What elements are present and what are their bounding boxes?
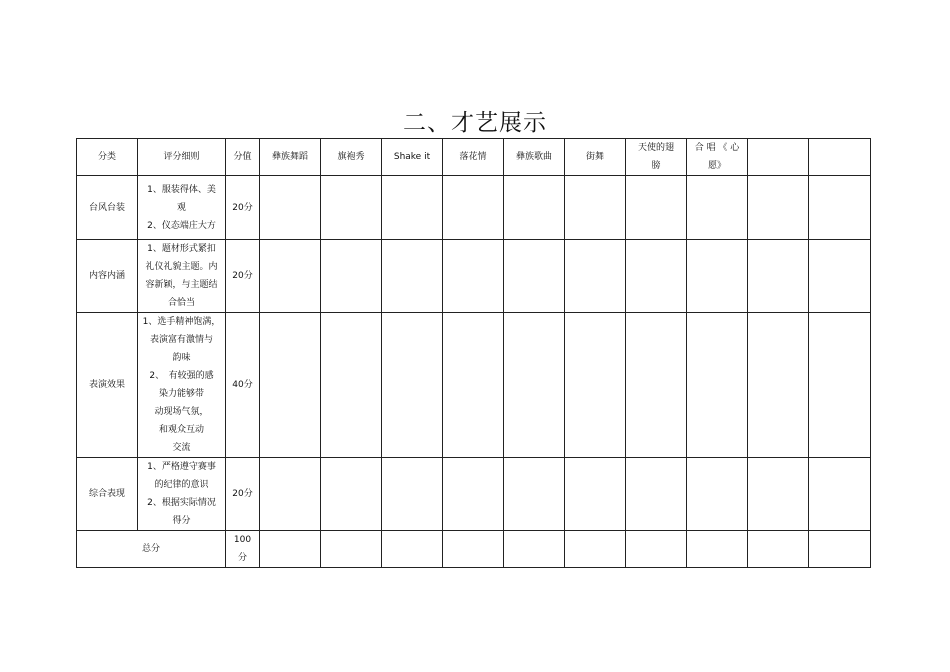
score-cell[interactable] [321,531,382,568]
total-row [77,531,871,568]
criteria-line: 观 [176,202,186,213]
header-score: 分值 [226,139,260,176]
score-cell[interactable] [626,313,687,458]
criteria-line: 得分 [172,516,191,526]
header-program-5: 彝族歌曲 [504,139,565,176]
score-cell[interactable] [687,531,748,568]
header-program-8-line: 愿》 [707,161,726,171]
score-cell[interactable] [321,458,382,531]
header-program-2: 旗袍秀 [321,139,382,176]
criteria-line: 2、仪态端庄大方 [147,220,216,231]
score-cell[interactable] [626,240,687,313]
criteria-line: 1、选手精神饱满， [142,317,221,327]
criteria-line: 1、服装得体、美 [147,184,216,195]
criteria-line: 容新颖，与主题结 [145,280,218,290]
row-category: 表演效果 [77,313,138,458]
criteria-line: 表演富有激情与 [149,335,213,345]
criteria-line: 和观众互动 [158,425,204,435]
row-score: 20分 [226,458,260,531]
score-cell[interactable] [809,458,871,531]
criteria-line: 的纪律的意识 [154,480,209,490]
row-category: 内容内涵 [77,240,138,313]
score-cell[interactable] [504,313,565,458]
row-criteria [138,458,226,531]
score-cell[interactable] [687,176,748,240]
score-cell[interactable] [748,240,809,313]
score-cell[interactable] [443,313,504,458]
header-program-6: 街舞 [565,139,626,176]
score-cell[interactable] [260,531,321,568]
criteria-line: 1、严格遵守赛事 [147,462,216,472]
score-cell[interactable] [321,176,382,240]
score-cell[interactable] [748,176,809,240]
header-program-8 [687,139,748,176]
score-cell[interactable] [260,458,321,531]
score-cell[interactable] [504,176,565,240]
row-criteria [138,240,226,313]
score-cell[interactable] [626,458,687,531]
table-row [77,176,871,240]
score-cell[interactable] [565,313,626,458]
score-cell[interactable] [687,458,748,531]
criteria-line: 礼仪礼貌主题。内 [145,262,218,272]
score-cell[interactable] [565,176,626,240]
header-criteria: 评分细则 [138,139,226,176]
header-program-3: Shake it [382,139,443,176]
score-cell[interactable] [260,313,321,458]
header-program-8-line: 合 唱 《 心 [694,143,740,153]
row-criteria [138,176,226,240]
header-program-7-line: 天使的翅 [637,143,674,153]
row-score: 20分 [226,176,260,240]
header-program-7-line: 膀 [651,161,661,171]
score-cell[interactable] [504,240,565,313]
total-score-line: 100 [233,535,252,545]
score-cell[interactable] [809,176,871,240]
row-category: 综合表现 [77,458,138,531]
row-criteria [138,313,226,458]
scoring-table [76,138,871,568]
criteria-line: 动现场气氛， [154,407,209,417]
criteria-line: 1、题材形式紧扣 [147,244,216,254]
score-cell[interactable] [809,531,871,568]
row-score: 40分 [226,313,260,458]
score-cell[interactable] [565,531,626,568]
score-cell[interactable] [382,531,443,568]
score-cell[interactable] [443,458,504,531]
row-score: 20分 [226,240,260,313]
header-program-4: 落花情 [443,139,504,176]
score-cell[interactable] [809,313,871,458]
score-cell[interactable] [626,531,687,568]
score-cell[interactable] [382,240,443,313]
table-row [77,313,871,458]
table-row [77,240,871,313]
header-program-1: 彝族舞蹈 [260,139,321,176]
criteria-line: 交流 [172,443,191,453]
page-title: 二、才艺展示 [403,110,547,136]
score-cell[interactable] [687,313,748,458]
score-cell[interactable] [443,240,504,313]
score-cell[interactable] [626,176,687,240]
criteria-line: 2、根据实际情况 [147,498,216,508]
header-row [77,139,871,176]
score-cell[interactable] [809,240,871,313]
score-cell[interactable] [565,240,626,313]
score-cell[interactable] [565,458,626,531]
score-cell[interactable] [504,458,565,531]
criteria-line: 韵味 [172,353,191,363]
criteria-line: 2、 有较强的感 [149,371,214,381]
score-cell[interactable] [443,531,504,568]
score-cell[interactable] [321,240,382,313]
header-blank-1 [748,139,809,176]
total-score [226,531,260,568]
score-cell[interactable] [382,313,443,458]
score-cell[interactable] [748,313,809,458]
row-category: 台风台装 [77,176,138,240]
total-score-line: 分 [237,553,247,563]
score-cell[interactable] [382,176,443,240]
criteria-line: 染力能够带 [158,389,204,399]
score-cell[interactable] [504,531,565,568]
score-cell[interactable] [382,458,443,531]
score-cell[interactable] [260,240,321,313]
total-label: 总分 [77,531,226,568]
criteria-line: 合恰当 [167,298,195,308]
score-cell[interactable] [321,313,382,458]
score-cell[interactable] [260,176,321,240]
header-program-7 [626,139,687,176]
header-category: 分类 [77,139,138,176]
table-row [77,458,871,531]
score-cell[interactable] [443,176,504,240]
score-cell[interactable] [687,240,748,313]
header-blank-2 [809,139,871,176]
score-cell[interactable] [748,531,809,568]
score-cell[interactable] [748,458,809,531]
